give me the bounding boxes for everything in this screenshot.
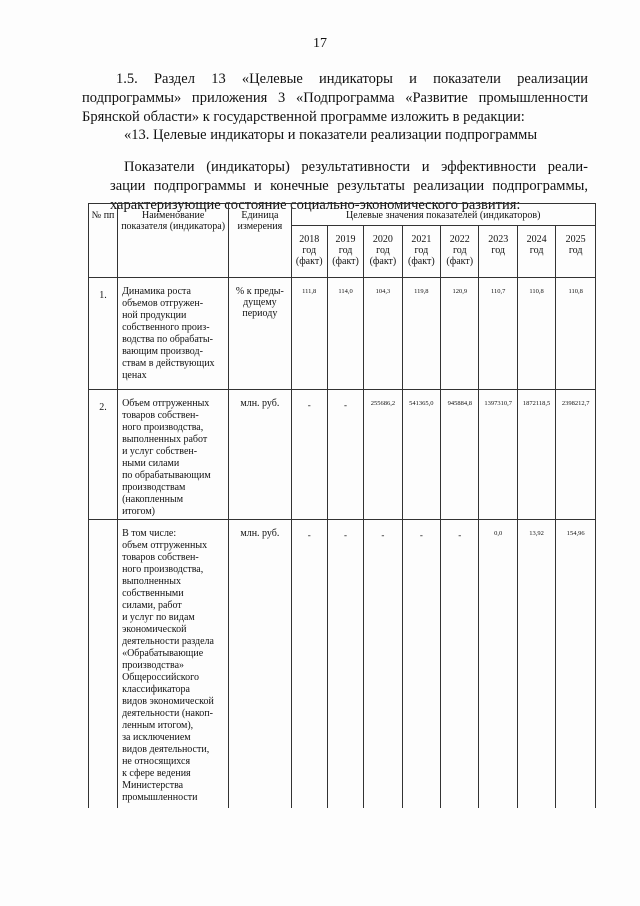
unit-cell xyxy=(229,278,291,390)
value-cell: 541365,0 xyxy=(402,390,440,520)
value-cell: - xyxy=(291,520,327,808)
unit-cell xyxy=(229,390,291,520)
indicator-name-line: к сфере ведения xyxy=(122,768,191,779)
indicator-name-line: водства по обрабаты- xyxy=(122,334,213,345)
unit-cell xyxy=(229,520,291,808)
intro-line-3: Брянской области» к государственной программе изложить в редакции: xyxy=(82,109,525,125)
caption-line-2: зации подпрограммы и конечные результаты реализации подпрограммы, xyxy=(110,178,588,194)
indicator-name-line: Общероссийского xyxy=(122,672,199,683)
indicator-name-line: видов деятельности, xyxy=(122,744,210,755)
year-header-cell xyxy=(402,226,440,278)
indicators-table xyxy=(88,203,596,808)
year-note: (факт) xyxy=(332,256,359,267)
value-cell: 255686,2 xyxy=(364,390,402,520)
intro-paragraph xyxy=(82,70,588,127)
year-header-cell xyxy=(327,226,363,278)
value-cell: 104,3 xyxy=(364,278,402,390)
indicator-name-line: производства» xyxy=(122,660,185,671)
value-cell: 1397310,7 xyxy=(479,390,517,520)
year-note: (факт) xyxy=(369,256,397,267)
indicator-name-line: деятельности раздела xyxy=(122,636,214,647)
year-note: (факт) xyxy=(408,256,435,267)
section-heading-text: «13. Целевые индикаторы и показатели реализации подпрограммы xyxy=(124,127,538,143)
value-cell: - xyxy=(364,520,402,808)
year-label: 2024 xyxy=(526,234,547,245)
unit-line: млн. руб. xyxy=(240,398,280,409)
year-label: 2023 xyxy=(488,234,509,245)
value-cell: 154,96 xyxy=(556,520,596,808)
value-cell: - xyxy=(327,390,363,520)
indicator-name-line: вающим производ- xyxy=(122,346,203,357)
value-cell: - xyxy=(441,520,479,808)
value-cell: 110,8 xyxy=(556,278,596,390)
year-header-cell xyxy=(517,226,555,278)
value-cell: 1872118,5 xyxy=(517,390,555,520)
table-header-row xyxy=(89,204,596,226)
indicator-name-line: и услуг собствен- xyxy=(122,446,198,457)
indicator-name-line: В том числе: xyxy=(122,528,177,539)
year-header-cell xyxy=(364,226,402,278)
value-cell: 13,92 xyxy=(517,520,555,808)
year-unit: год xyxy=(302,245,317,256)
value-cell: - xyxy=(327,520,363,808)
year-label: 2022 xyxy=(449,234,470,245)
value-cell: 0,0 xyxy=(479,520,517,808)
indicator-name-line: выполненных работ xyxy=(122,434,208,445)
header-unit: Единица измерения xyxy=(229,204,291,278)
year-unit: год xyxy=(491,245,506,256)
indicator-name-line: деятельности (накоп- xyxy=(122,708,213,719)
indicator-name-line: не относящихся xyxy=(122,756,191,767)
value-cell: 119,8 xyxy=(402,278,440,390)
unit-line: % к преды- xyxy=(235,286,284,297)
header-name: Наименование показателя (индикатора) xyxy=(118,204,229,278)
indicator-name-line: Министерства xyxy=(122,780,184,791)
intro-line-2: подпрограммы» приложения 3 «Подпрограмма «Развитие промышленности xyxy=(82,90,588,106)
year-label: 2021 xyxy=(411,234,432,245)
indicator-name-line: товаров собствен- xyxy=(122,410,199,421)
year-unit: год xyxy=(529,245,544,256)
year-unit: год xyxy=(452,245,467,256)
indicator-name xyxy=(118,520,229,808)
value-cell: 114,0 xyxy=(327,278,363,390)
indicator-name-line: классификатора xyxy=(122,684,190,695)
value-cell: 110,7 xyxy=(479,278,517,390)
year-header-cell xyxy=(291,226,327,278)
indicator-name-line: производствам xyxy=(122,482,186,493)
indicator-name-line: по обрабатывающим xyxy=(122,470,211,481)
value-cell: 945884,8 xyxy=(441,390,479,520)
indicator-name-line: ного производства, xyxy=(122,564,204,575)
header-targets: Целевые значения показателей (индикаторов) xyxy=(291,204,595,226)
value-cell: - xyxy=(291,390,327,520)
year-label: 2018 xyxy=(299,234,320,245)
row-number: 2. xyxy=(89,390,118,520)
indicator-name-line: выполненных xyxy=(122,576,181,587)
year-unit: год xyxy=(338,245,353,256)
table-row xyxy=(89,390,596,520)
indicator-name-line: товаров собствен- xyxy=(122,552,199,563)
indicator-name-line: собственными xyxy=(122,588,184,599)
indicator-name-line: объемов отгружен- xyxy=(122,298,204,309)
indicator-name-line: за исключением xyxy=(122,732,191,743)
unit-line: дущему xyxy=(243,297,277,308)
year-label: 2019 xyxy=(335,234,356,245)
value-cell: 111,8 xyxy=(291,278,327,390)
value-cell: - xyxy=(402,520,440,808)
indicator-name-line: Динамика роста xyxy=(122,286,191,297)
year-note: (факт) xyxy=(446,256,474,267)
indicator-name-line: ного производства, xyxy=(122,422,204,433)
row-number xyxy=(89,520,118,808)
intro-line-1: 1.5. Раздел 13 «Целевые индикаторы и показатели реализации xyxy=(116,71,588,87)
value-cell: 110,8 xyxy=(517,278,555,390)
year-unit: год xyxy=(568,245,583,256)
indicator-name-line: ствам в действующих xyxy=(122,358,215,369)
year-label: 2020 xyxy=(372,234,393,245)
caption-line-3: характеризующие состояние социально-экономического развития: xyxy=(110,197,521,213)
table-row xyxy=(89,278,596,390)
unit-line: млн. руб. xyxy=(240,528,280,539)
value-cell: 2398212,7 xyxy=(556,390,596,520)
caption-line-1: Показатели (индикаторы) результативности и эффективности реали- xyxy=(124,159,588,175)
year-header-cell xyxy=(441,226,479,278)
indicator-name-line: (накопленным xyxy=(122,494,184,505)
indicator-name xyxy=(118,278,229,390)
year-header-cell xyxy=(479,226,517,278)
row-number: 1. xyxy=(89,278,118,390)
value-cell: 120,9 xyxy=(441,278,479,390)
page-number: 17 xyxy=(313,36,327,51)
section-heading xyxy=(124,126,594,145)
indicator-name xyxy=(118,390,229,520)
year-label: 2025 xyxy=(565,234,586,245)
indicator-name-line: собственного произ- xyxy=(122,322,210,333)
indicator-name-line: экономической xyxy=(122,624,187,635)
year-header-cell xyxy=(556,226,596,278)
indicator-name-line: видов экономической xyxy=(122,696,214,707)
header-num: № пп xyxy=(89,204,118,278)
indicator-name-line: объем отгруженных xyxy=(122,540,208,551)
unit-line: периоду xyxy=(242,308,278,319)
table-row xyxy=(89,520,596,808)
indicator-name-line: и услуг по видам xyxy=(122,612,195,623)
indicator-name-line: итогом) xyxy=(122,506,155,517)
indicator-name-line: Объем отгруженных xyxy=(122,398,210,409)
year-note: (факт) xyxy=(295,256,323,267)
indicator-name-line: ными силами xyxy=(122,458,180,469)
indicator-name-line: силами, работ xyxy=(122,600,182,611)
indicator-name-line: ценах xyxy=(122,370,147,381)
year-unit: год xyxy=(414,245,429,256)
indicator-name-line: ленным итогом), xyxy=(122,720,194,731)
indicator-name-line: «Обрабатывающие xyxy=(122,648,204,659)
indicator-name-line: промышленности xyxy=(122,792,198,803)
year-unit: год xyxy=(376,245,390,256)
indicator-name-line: ной продукции xyxy=(122,310,187,321)
